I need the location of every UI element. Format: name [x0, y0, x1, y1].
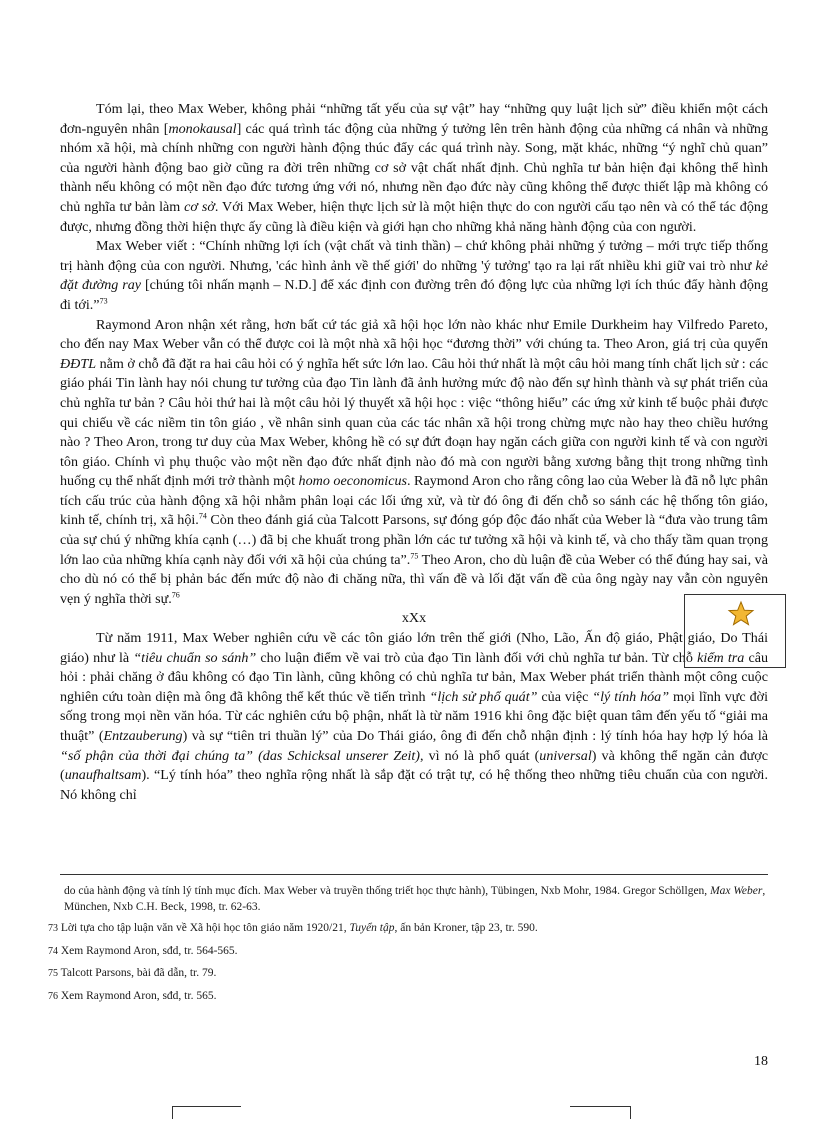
body-paragraph [60, 629, 768, 805]
footnote-item [48, 966, 768, 982]
text-run: , vì nó là phổ quát ( [419, 747, 540, 764]
footnote-ref[interactable]: 76 [171, 590, 180, 600]
italic-text: ĐĐTL [60, 355, 97, 372]
footnote-number: 74 [48, 945, 58, 957]
page-number: 18 [754, 1054, 768, 1069]
footnote-item [48, 944, 768, 960]
text-run: mọi lĩnh vực đời sống trong mọi nền văn hóa. Từ các nghiên cứu bộ phận, nhất là từ năm 1916 khi ông đặc biệt quan tâm đến yếu tố “giải ma thuật” ( [60, 688, 769, 744]
text-run: câu hỏi : phải chăng ở đâu không có đạo Tin lành, cũng không có chủ nghĩa tư bản, Max Weber phát triển thành một công cuộc nghiên cứu toàn diện mà ông đã không thể kết thúc về tiến trình [60, 649, 768, 705]
text-run: Raymond Aron nhận xét rằng, hơn bất cứ tác giả xã hội học lớn nào khác như Emile Durkheim hay Vilfredo Pareto, cho đến nay Max Weber vẫn có thể được coi là một nhà xã hội học “đương thời” với chúng ta. Theo Aron, giá trị của quyển [60, 316, 768, 353]
footnote-item [48, 989, 768, 1005]
text-run: Lời tựa cho tập luận văn về Xã hội học tôn giáo năm 1920/21, [58, 922, 350, 934]
italic-text: “số phận của thời đại chúng ta” (das Schicksal unserer Zeit) [60, 747, 420, 764]
italic-text: monokausal [168, 120, 237, 137]
italic-text: “lịch sử phổ quát” [429, 688, 538, 705]
footnote-number: 75 [48, 968, 58, 979]
section-divider [60, 609, 768, 629]
text-run: ) và không thể ngăn cản được ( [60, 747, 769, 784]
italic-text: cơ sở [184, 198, 215, 215]
text-run: ) và sự “tiên tri thuần lý” của Do Thái giáo, ông đi đến chỗ nhận định : lý tính hóa hay hợp lý hóa là [182, 728, 769, 744]
footnote-item [48, 921, 768, 937]
text-run: Còn theo đánh giá của Talcott Parsons, sự đóng góp độc đáo nhất của Weber là “đưa vào trung tâm của sự chú ý những khía cạnh (…) đã bị che khuất trong phần lớn các tư tưởng xã hội và kinh tế, và cho thấy tầm quan trọng lớn lao của những khía cạnh này đối với xã hội của chúng ta”. [60, 512, 768, 568]
body-paragraph [60, 316, 768, 610]
italic-text: Max Weber [710, 885, 763, 897]
footnote-ref[interactable]: 75 [410, 550, 419, 560]
italic-text: kiểm tra [697, 649, 745, 666]
italic-text: unaufhaltsam [64, 767, 142, 784]
text-run: ] các quá trình tác động của những ý tưởng lên trên hành động của những cá nhân và những nhóm xã hội, mà chính những con người hành động thúc đẩy các quá trình này. Song, mặt khác, những “ý nghĩ chủ quan” của người hành động bao giờ cũng ra đời trên những cơ sở vật chất nhất định. Chủ nghĩa tư bản hiện đại không thể hình thành nếu không có một nền đạo đức tương ứng với nó, nhưng nền đạo đức này cũng không thể được thiết lập mà không có chủ nghĩa tư bản làm [60, 120, 769, 215]
text-run: [chúng tôi nhấn mạnh – N.D.] để xác định con đường trên đó động lực của những lợi ích thúc đẩy hành động đi tới.” [60, 277, 768, 313]
text-run: ). “Lý tính hóa” theo nghĩa rộng nhất là sắp đặt có trật tự, có hệ thống theo những tiêu chuẩn của con người. Nó không chỉ [60, 767, 768, 803]
text-run: Tóm lại, theo Max Weber, không phải “những tất yếu của sự vật” hay “những quy luật lịch sử” điều khiển một cách đơn-nguyên nhân [ [60, 101, 768, 137]
body-paragraph [60, 100, 768, 237]
footnote-continuation [48, 884, 768, 915]
footnote-ref[interactable]: 73 [99, 296, 108, 306]
page-frame-mark-left [172, 1106, 241, 1119]
footnote-number: 76 [48, 990, 58, 1002]
text-run: Theo Aron, cho dù luận đề của Weber có thể đúng hay sai, và cho dù nó có thể bị phản bác đến mức độ nào đi chăng nữa, thì vấn đề và lối đặt vấn đề của ông ngày nay vẫn còn nguyên vẹn ý nghĩa thời sự. [60, 551, 768, 607]
text-run: . Raymond Aron cho rằng công lao của Weber là đã nỗ lực phân tích cấu trúc của hành động xã hội nhằm phân loại các lối ứng xử, và từ đó ông đi đến chỗ so sánh các hệ thống tôn giáo, kinh tế, chính trị, xã hội. [60, 473, 768, 529]
text-run: nằm ở chỗ đã đặt ra hai câu hỏi có ý nghĩa hết sức lớn lao. Câu hỏi thứ nhất là một câu hỏi mang tính chất lịch sử : các giáo phái Tin lành hay nói chung tư tưởng của đạo Tin lành đã ảnh hưởng mức độ nào đến sự hình thành và sự phát triển của chủ nghĩa tư bản ? Câu hỏi thứ hai là một câu hỏi lý thuyết xã hội học : việc “thông hiểu” các ứng xử kinh tế buộc phải được qui chiếu về các niềm tin tôn giáo , về nhân sinh quan của các tác nhân xã hội trong chừng mực nào hay theo chiều hướng nào ? Theo Aron, trong tư duy của Max Weber, không hề có sự đứt đoạn hay ngăn cách giữa con người kinh tế và con người tôn giáo. Chính vì phụ thuộc vào một nền đạo đức nhất định nào đó mà con người bằng xương bằng thịt trong những tình huống cụ thể nhất định mới trở thành một [60, 355, 768, 490]
italic-text: Tuyển tập [349, 922, 395, 934]
italic-text: universal [539, 747, 592, 764]
italic-text: Entzauberung [103, 728, 183, 744]
text-run: do của hành động và tính lý tính mục đích. Max Weber và truyền thống triết học thực hành), Tübingen, Nxb Mohr, 1984. Gregor Schöllgen, [64, 885, 711, 897]
italic-text: “lý tính hóa” [592, 688, 670, 705]
body-paragraph [60, 237, 768, 315]
text-run: Talcott Parsons, bài đã dẫn, tr. 79. [58, 967, 217, 979]
text-run: Max Weber viết : “Chính những lợi ích (vật chất và tinh thần) – chứ không phải những ý tưởng – mới trực tiếp thống trị hành động của con người. Nhưng, 'các hình ảnh về thế giới' do những 'ý tưởng' tạo ra lại rất nhiều khi giữ vai trò như [60, 238, 768, 274]
text-run: , München, Nxb C.H. Beck, 1998, tr. 62-63. [64, 885, 766, 913]
footnote-ref[interactable]: 74 [198, 511, 207, 521]
text-run: của việc [537, 688, 593, 705]
text-run: xXx [401, 610, 427, 627]
text-run: Từ năm 1911, Max Weber nghiên cứu về các tôn giáo lớn trên thế giới (Nho, Lão, Ấn độ giáo, Phật giáo, Do Thái giáo) như là [60, 630, 768, 666]
italic-text: homo oeconomicus [298, 473, 407, 490]
italic-text: kẻ đặt đường ray [60, 257, 768, 294]
text-run: cho luận điểm về vai trò của đạo Tin lành đối với chủ nghĩa tư bản. Từ chỗ [256, 649, 698, 666]
page-frame-mark-right [570, 1106, 631, 1119]
body-text [60, 100, 768, 805]
italic-text: “tiêu chuẩn so sánh” [133, 649, 257, 666]
text-run: . Với Max Weber, hiện thực lịch sử là một hiện thực do con người cấu tạo nên và có thể tác động được, nhưng đồng thời hiện thực ấy cũng là điều kiện và giới hạn cho những khả năng hành động của con người. [60, 198, 768, 235]
star-icon [727, 600, 755, 628]
text-run: Xem Raymond Aron, sđd, tr. 564-565. [58, 944, 238, 957]
footnote-number: 73 [48, 923, 58, 934]
text-run: Xem Raymond Aron, sđd, tr. 565. [58, 989, 217, 1002]
footnote-separator [60, 874, 768, 875]
footnotes [48, 884, 768, 1011]
footnote-list [48, 921, 768, 1004]
text-run: , ấn bản Kroner, tập 23, tr. 590. [394, 922, 538, 934]
